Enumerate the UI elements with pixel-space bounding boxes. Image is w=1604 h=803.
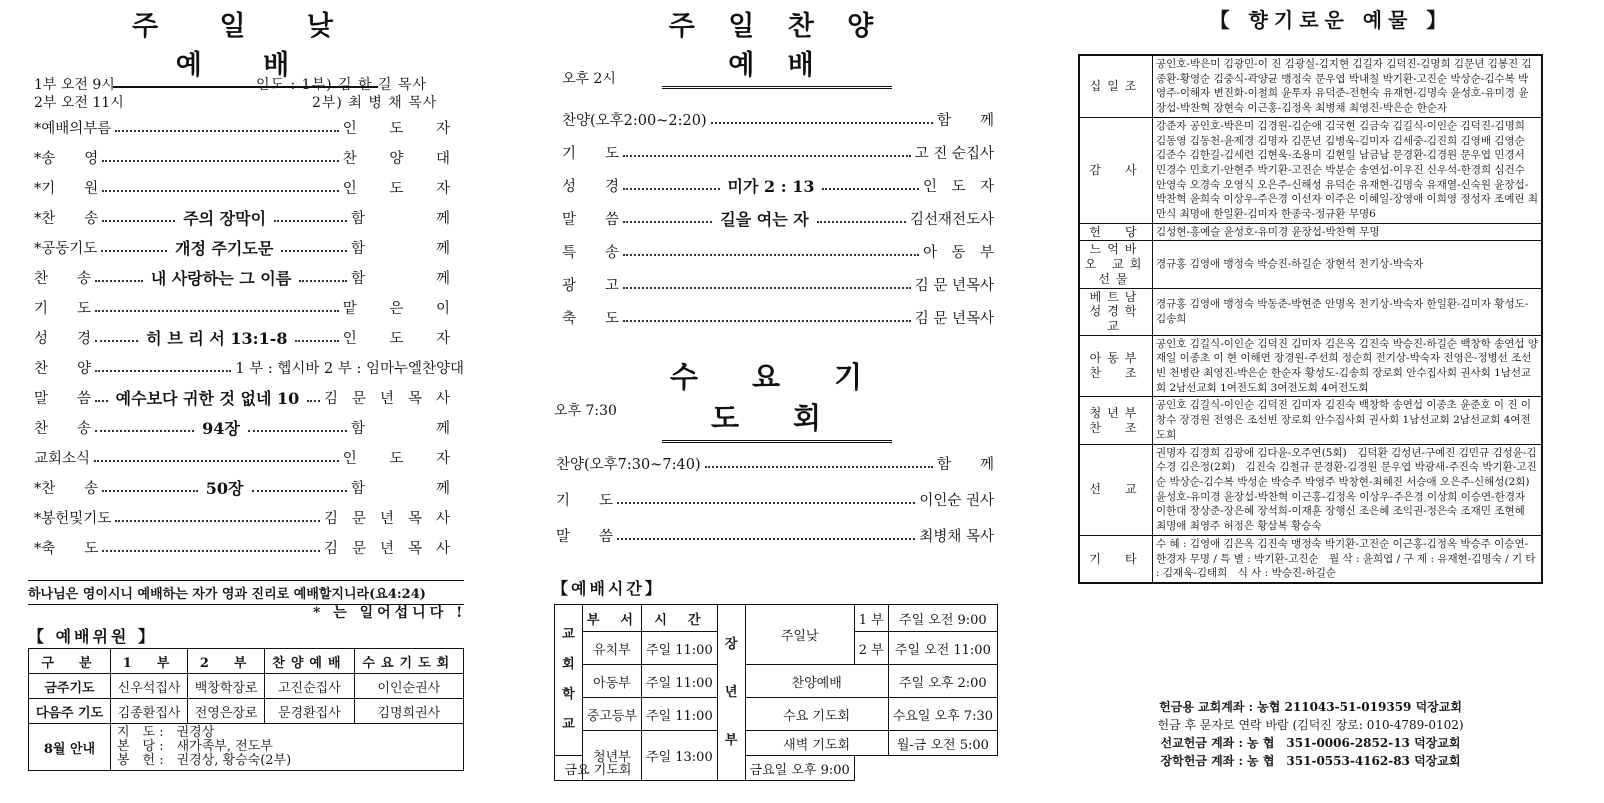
- wednesday-prayer-title: 수 요 기 도 회: [662, 355, 892, 443]
- order-row: [34, 356, 464, 378]
- leader-dots: [252, 482, 348, 492]
- order-row: [34, 476, 464, 498]
- leader-dots: [623, 213, 712, 223]
- order-row: [34, 326, 464, 348]
- committee-cell: 문경환집사: [265, 699, 354, 724]
- offering-category: 헌 당: [1079, 223, 1153, 241]
- order-content: 히 브 리 서 13:1-8: [146, 328, 288, 348]
- leader-dots: [274, 212, 347, 222]
- offering-names: 권명자 김경희 김광애 김다윤-오주연(5회) 김덕환 김성년-구예진 김민규 김성윤-김수경 김은정(2회) 김진숙 김철규 문경환-김경원 문우엽 박광새-주진숙 박기환-고진순 박상순-김수복 박성순 박승주 박영주 박창현-최혜진 서승애 오은주-신해성(2회) 윤성호-유미경 윤장섭-박찬혁 이근홍-김정옥 이상우-주은경 이상희 이승연-한경자 이한대 장상준-장은혜 장석희-이재훈 장행신 조은혜 조익권-정은숙 조재민 조현혜 최명애 최영주 허정은 황삼복 황승숙: [1153, 444, 1543, 535]
- order-row: [34, 236, 464, 258]
- wednesday-order-row: [556, 452, 994, 474]
- order-label: *찬 송: [34, 210, 99, 227]
- leader-dots: [115, 512, 320, 522]
- order-leader: 인 도 자: [342, 180, 464, 197]
- praise-order-row: [562, 240, 994, 262]
- leader-2: 2부) 최 병 채 목사: [312, 95, 438, 111]
- offering-category: 아동부 찬 조: [1079, 335, 1153, 397]
- session-time: 주일 오전 11:00: [888, 632, 997, 665]
- order-leader: 함 께: [936, 112, 994, 129]
- praise-worship-column: [552, 0, 1002, 803]
- leader-dots: [623, 246, 919, 256]
- order-label: 찬양(오후7:30~7:40): [556, 456, 701, 473]
- committee-header: 1 부: [110, 649, 187, 674]
- praise-order-row: [562, 207, 994, 229]
- praise-time: 오후 2시: [562, 71, 616, 87]
- order-content: 내 사랑하는 그 이름: [150, 268, 292, 288]
- praise-order-row: [562, 141, 994, 163]
- order-label: 성 경: [562, 178, 620, 195]
- order-leader: 김문년목사: [323, 390, 464, 407]
- dept-header: 부 서: [582, 605, 641, 632]
- order-label: 찬 송: [34, 270, 92, 287]
- order-label: 기 도: [34, 300, 92, 317]
- order-leader: 인 도 자: [342, 120, 464, 137]
- committee-header: 수요기도회: [354, 649, 463, 674]
- wednesday-order-row: [556, 524, 994, 546]
- service-time: 주일 오후 2:00: [888, 665, 997, 698]
- service-time-1: 1부 오전 9시: [34, 77, 115, 93]
- order-leader: 함 께: [351, 240, 465, 257]
- order-label: 교회소식: [34, 450, 91, 467]
- leader-dots: [102, 542, 320, 552]
- offering-category: 십일조: [1079, 55, 1153, 117]
- august-info: [110, 724, 463, 771]
- order-leader: 김선재전도사: [909, 211, 995, 228]
- school-time: 주일 13:00: [642, 731, 718, 781]
- leader-dots: [102, 212, 175, 222]
- leader-dots: [623, 279, 911, 289]
- order-leader: 인 도 자: [342, 330, 465, 347]
- praise-order-row: [562, 174, 994, 196]
- committee-row-label: 다음주 기도: [29, 699, 111, 724]
- committee-title: 【 예배위원 】: [28, 627, 157, 646]
- order-content: 개정 주기도문: [174, 238, 274, 258]
- wednesday-time: 오후 7:30: [554, 403, 617, 419]
- order-row: [34, 206, 464, 228]
- offering-names: 공인호 김길식-이인순 김덕진 김미자 김진숙 백창학 송연섭 이종초 윤준호 이 진 이창수 장경원 전영은 조선빈 장로회 안수집사회 권사회 1남선교회 2남선교회 4여전도회: [1153, 397, 1543, 444]
- leader-dots: [281, 242, 347, 252]
- committee-cell: 고진순집사: [265, 674, 354, 699]
- wednesday-order-row: [556, 488, 994, 510]
- leader-dots: [95, 332, 138, 342]
- leader-dots: [299, 272, 347, 282]
- order-row: [34, 296, 464, 318]
- session-time: 주일 오전 9:00: [888, 605, 997, 632]
- committee-cell: 신우석집사: [110, 674, 187, 699]
- order-leader: 인 도 자: [922, 178, 995, 195]
- bank-account-mission: 선교헌금 계좌 : 농 협 351-0006-2852-13 덕장교회: [1160, 736, 1461, 750]
- offering-category: 느억바오 교회 선물: [1079, 241, 1153, 288]
- order-label: *송 영: [34, 150, 99, 167]
- order-label: 광 고: [562, 277, 620, 294]
- order-row: [34, 146, 464, 168]
- order-leader: 고 진 순집사: [914, 145, 994, 162]
- committee-cell: 이인순권사: [354, 674, 463, 699]
- order-label: *봉헌및기도: [34, 510, 112, 527]
- service-name: 찬양예배: [745, 665, 888, 698]
- committee-cell: 백창학장로: [188, 674, 265, 699]
- leader-dots: [102, 152, 338, 162]
- leader-dots: [95, 272, 143, 282]
- offerings-table: [1078, 54, 1543, 584]
- praise-worship-title: 주 일 찬 양 예 배: [662, 4, 892, 89]
- leader-dots: [102, 482, 198, 492]
- offering-category: 청년부 찬 조: [1079, 397, 1153, 444]
- order-row: [34, 116, 464, 138]
- adult-label: 장년부: [717, 605, 745, 781]
- school-dept: 아동부: [582, 665, 641, 698]
- service-time: 월-금 오전 5:00: [888, 731, 997, 756]
- order-label: *기 원: [34, 180, 99, 197]
- order-label: 성 경: [34, 330, 92, 347]
- committee-header: 구 분: [29, 649, 111, 674]
- leader-dots: [95, 362, 231, 372]
- order-row: [34, 176, 464, 198]
- leader-dots: [115, 122, 338, 132]
- leader-dots: [95, 302, 339, 312]
- offering-row: [1079, 117, 1542, 223]
- sunday-worship-title: 주 일 낮 예 배: [113, 4, 378, 88]
- order-row: [34, 266, 464, 288]
- leader-dots: [617, 494, 915, 504]
- service-time-2: 2부 오전 11시: [34, 95, 124, 111]
- offering-names: 경규홍 김영애 맹정숙 박승진-하길순 장현석 전기상-박숙자: [1153, 241, 1543, 288]
- offering-names: 경규홍 김영애 맹정숙 박동준-박현준 안명옥 전기상-박숙자 한일환-김미자 황성도-김송희: [1153, 288, 1543, 335]
- order-row: [34, 446, 464, 468]
- offering-row: [1079, 223, 1542, 241]
- leader-1: 인도 : 1부) 김 한 길 목사: [256, 77, 427, 93]
- bank-note: 헌금 후 문자로 연락 바람 (김덕진 장로: 010-4789-0102): [1157, 718, 1464, 732]
- leader-dots: [623, 147, 911, 157]
- offering-names: 강준자 공인호-박은미 김경원-김순애 김국현 김금숙 김길식-이인순 김덕진-김명희 김동영 김동천-윤제경 김명자 김문년 김병욱-김미자 김세중-김진희 김영배 김영순 김준수 김한길-김세련 김현욱-조용미 김현일 남금남 문경환-김경원 문우엽 민경서 민경수 민호기-안현주 박기환-고진순 박분순 송연섭-이우진 신우석-한경희 심건수 안영숙 오경숙 오영식 오은주-신해성 유덕순 유재현-김명숙 유재열-신숙원 윤장섭-박찬혁 윤희숙 이상우-주은경 이선자 이주은 이혜일-장영애 이희영 정성자 조예린 최만식 최명애 한일환-김미자 한종국-정규환 무명6: [1153, 117, 1543, 223]
- offering-category: 기 타: [1079, 535, 1153, 583]
- school-time: 주일 11:00: [642, 665, 718, 698]
- order-content: 주의 장막이: [183, 208, 267, 228]
- school-label: 교회학교: [555, 605, 583, 756]
- praise-order-row: [562, 306, 994, 328]
- order-content: 예수보다 귀한 것 없네 10: [115, 388, 300, 408]
- leader-dots: [95, 392, 108, 402]
- praise-order-row: [562, 273, 994, 295]
- offering-row: [1079, 397, 1542, 444]
- order-label: 말 씀: [556, 528, 614, 545]
- leader-dots: [623, 180, 720, 190]
- time-header: 시 간: [642, 605, 718, 632]
- august-line: 봉 헌 : 권경상, 황승숙(2부): [116, 753, 292, 768]
- order-leader: 김문년목사: [323, 540, 464, 557]
- committee-row-label: 금주기도: [29, 674, 111, 699]
- offering-category: 베트남 성경학교: [1079, 288, 1153, 335]
- sunday-worship-column: [28, 0, 473, 803]
- order-leader: 찬 양 대: [342, 150, 464, 167]
- order-row: [34, 416, 464, 438]
- order-leader: 인 도 자: [342, 450, 464, 467]
- stand-note: * 는 일어섭니다 !: [313, 605, 467, 621]
- school-dept: 유치부: [582, 632, 641, 665]
- session-1: 1 부: [854, 605, 888, 632]
- leader-dots: [817, 213, 906, 223]
- session-2: 2 부: [854, 632, 888, 665]
- order-leader: 함 께: [351, 420, 465, 437]
- scripture-verse: 하나님은 영이시니 예배하는 자가 영과 진리로 예배할지니라(요4:24): [28, 580, 464, 605]
- order-content: 94장: [202, 418, 240, 438]
- offering-names: 공인호 김길식-이인순 김덕진 김미자 김은옥 김진숙 박승진-하길순 백창학 송연섭 양재일 이종초 이 현 이해연 장경원-주선희 정순희 전기상-박숙자 전영은-정병선 조선빈 천병란 최영진-박은순 한순자 황성도-김송희 장로회 안수집사회 권사회 1남선교회 2남선교회 1여전도회 3여전도회 4여전도회: [1153, 335, 1543, 397]
- order-content: 길을 여는 자: [720, 209, 809, 229]
- committee-table: [28, 648, 464, 771]
- committee-cell: 전영은장로: [188, 699, 265, 724]
- leader-dots: [94, 452, 339, 462]
- committee-header: 2 부: [188, 649, 265, 674]
- order-row: [34, 386, 464, 408]
- order-label: 찬양(오후2:00~2:20): [562, 112, 707, 129]
- order-content: 미가 2 : 13: [727, 176, 815, 196]
- order-row: [34, 536, 464, 558]
- sunday-day-label: 주일낮: [745, 605, 854, 665]
- order-label: *공동기도: [34, 240, 98, 257]
- offering-row: [1079, 535, 1542, 583]
- committee-header: 찬양예배: [265, 649, 354, 674]
- leader-dots: [623, 312, 911, 322]
- service-time: 수요일 오후 7:30: [888, 698, 997, 731]
- leader-dots: [711, 114, 933, 124]
- school-dept: 청년부: [582, 731, 641, 781]
- order-leader: 아 동 부: [922, 244, 994, 261]
- offering-category: 감 사: [1079, 117, 1153, 223]
- order-label: *예배의부름: [34, 120, 112, 137]
- leader-dots: [307, 392, 320, 402]
- service-name: 새벽 기도회: [745, 731, 888, 756]
- order-label: 찬 양: [34, 360, 92, 377]
- offering-row: [1079, 335, 1542, 397]
- offerings-column: [1072, 0, 1590, 803]
- leader-dots: [705, 458, 933, 468]
- leader-dots: [95, 422, 194, 432]
- offering-category: 선 교: [1079, 444, 1153, 535]
- order-leader: 이인순 권사: [919, 492, 994, 509]
- order-label: 기 도: [556, 492, 614, 509]
- leader-dots: [102, 182, 338, 192]
- order-label: 축 도: [562, 310, 620, 327]
- order-label: 기 도: [562, 145, 620, 162]
- order-leader: 함 께: [351, 480, 465, 497]
- order-label: 찬 송: [34, 420, 92, 437]
- order-leader: 최병채 목사: [919, 528, 994, 545]
- leader-dots: [101, 242, 167, 252]
- leader-dots: [617, 530, 915, 540]
- offering-names: 공인호-박은미 김광민-이 진 김광실-김지현 김길자 김덕진-김명희 김문년 김봉진 김종환-황영순 김중식-곽양균 맹정숙 문우엽 박내칠 박기환-고진순 박상순-김수복 박영주-이해자 변진화-이철희 윤투자 유덕준-전현숙 유재현-김명숙 윤성호-유미경 윤장섭-박찬혁 장현숙 이근홍-김정옥 최병채 최영진-박은순 한순자: [1153, 55, 1543, 117]
- august-line: 지 도 : 권경상: [116, 725, 215, 740]
- praise-order-row: [562, 108, 994, 130]
- order-leader: 함 께: [351, 210, 465, 227]
- schedule-table: [554, 604, 998, 781]
- service-time: 금요일 오후 9:00: [745, 756, 854, 781]
- august-label: 8월 안내: [29, 724, 111, 771]
- order-label: 말 씀: [34, 390, 92, 407]
- august-line: 본 당 : 새가족부, 전도부: [116, 739, 273, 754]
- school-time: 주일 11:00: [642, 698, 718, 731]
- service-name: 수요 기도회: [745, 698, 888, 731]
- committee-cell: 김명희권사: [354, 699, 463, 724]
- order-label: 말 씀: [562, 211, 620, 228]
- offering-row: [1079, 241, 1542, 288]
- order-content: 50장: [205, 478, 244, 498]
- order-label: *축 도: [34, 540, 99, 557]
- offering-names: 수 혜 : 김영애 김은옥 김진숙 맹정숙 박기환-고진순 이근홍-김정옥 박승주 이승연-한경자 무명 / 특 별 : 박기환-고진순 월 삭 : 윤희엽 / 구 제 : 유재현-김명숙 / 기 타 : 김재욱-김태희 식 사 : 박승진-하길순: [1153, 535, 1543, 583]
- service-name: 금요 기도회: [555, 756, 642, 781]
- offering-names: 김성현-홍예슬 윤성호-유미경 윤장섭-박찬혁 무명: [1153, 223, 1543, 241]
- school-dept: 중고등부: [582, 698, 641, 731]
- bank-account-offering: 헌금용 교회계좌 : 농협 211043-51-019359 덕장교회: [1159, 700, 1462, 714]
- order-leader: 함 께: [351, 270, 465, 287]
- order-leader: 김문년목사: [323, 510, 464, 527]
- committee-cell: 김종환집사: [110, 699, 187, 724]
- order-leader: 김 문 년목사: [914, 310, 994, 327]
- order-leader: 김 문 년목사: [914, 277, 994, 294]
- bank-account-scholarship: 장학헌금 계좌 : 농 협 351-0553-4162-83 덕장교회: [1160, 754, 1461, 768]
- order-leader: 맡 은 이: [342, 300, 464, 317]
- school-time: 주일 11:00: [642, 632, 718, 665]
- leader-dots: [248, 422, 347, 432]
- schedule-title: 【예배시간】: [552, 579, 664, 598]
- order-label: *찬 송: [34, 480, 99, 497]
- order-row: [34, 506, 464, 528]
- order-label: 특 송: [562, 244, 620, 261]
- order-leader: 1 부 : 헵시바 2 부 : 임마누엘찬양대: [235, 360, 464, 377]
- offerings-title: 【 향기로운 예물 】: [1209, 8, 1453, 32]
- order-leader: 함 께: [936, 456, 994, 473]
- offering-row: [1079, 288, 1542, 335]
- leader-dots: [295, 332, 338, 342]
- offering-row: [1079, 444, 1542, 535]
- offering-row: [1079, 55, 1542, 117]
- leader-dots: [822, 180, 919, 190]
